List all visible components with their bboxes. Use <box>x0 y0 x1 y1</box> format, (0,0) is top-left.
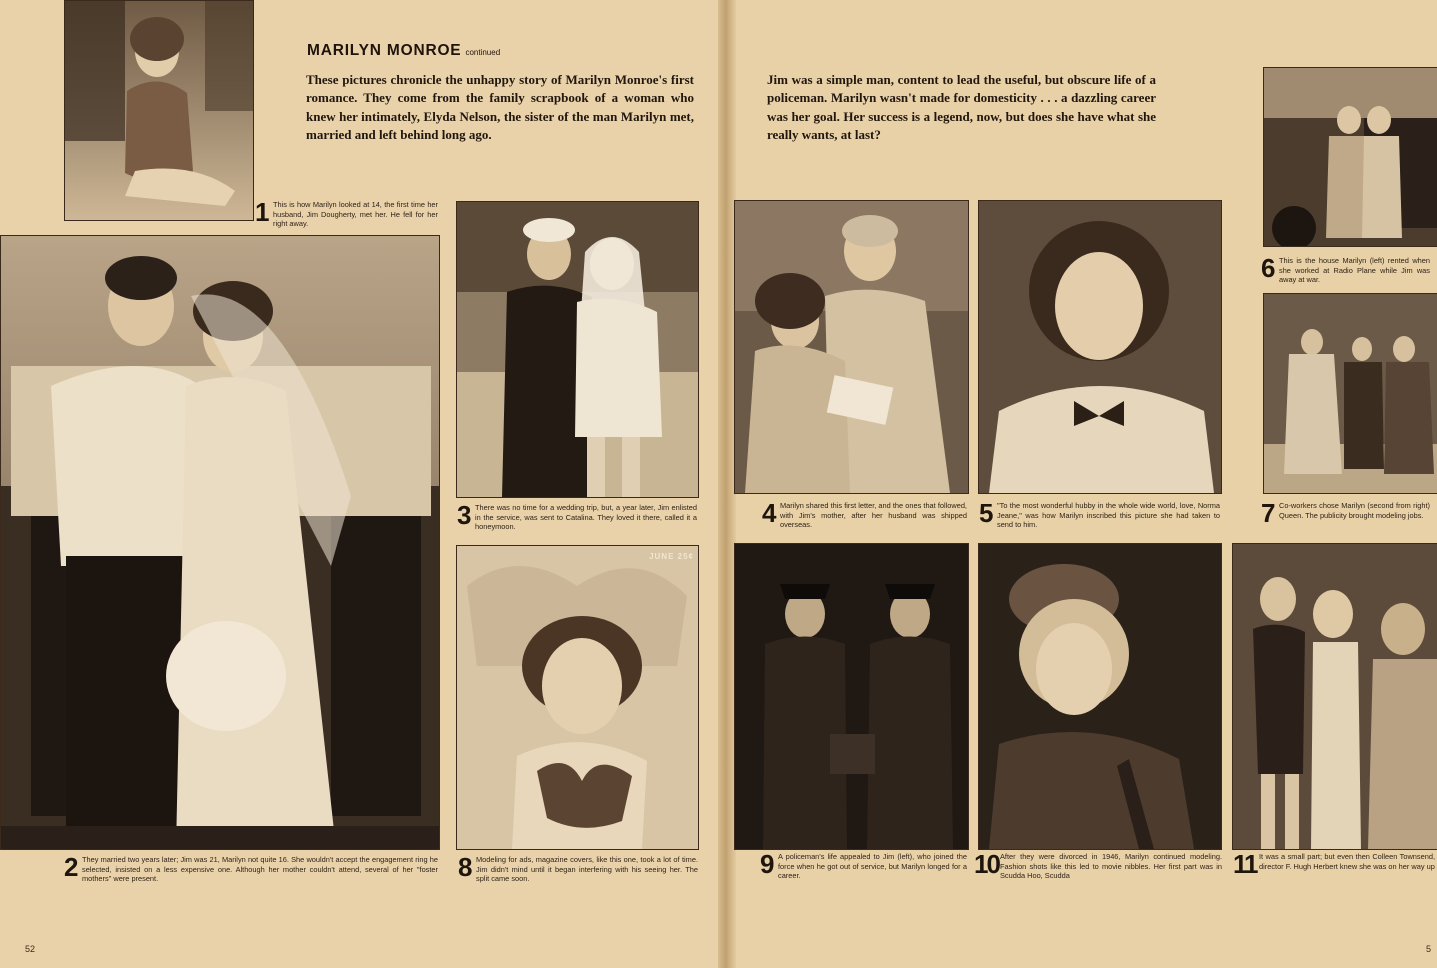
caption-1 <box>255 197 438 229</box>
caption-4 <box>762 498 967 530</box>
page-number-right: 5 <box>1426 944 1432 954</box>
photo-11-small-part <box>1232 543 1437 850</box>
caption-number: 10 <box>974 849 999 879</box>
caption-text: They married two years later; Jim was 21, Marilyn not quite 16. She wouldn't accept the engagement ring he selected, insisted on a less expensive one. Although her mother couldn't attend, several of her "foster mothers" were present. <box>82 855 438 884</box>
caption-text: There was no time for a wedding trip, but, a year later, Jim enlisted in the service, was sent to Catalina. They loved it there, called it a honeymoon. <box>475 503 697 532</box>
photo-2-wedding <box>0 235 440 850</box>
caption-text: It was a small part; but even then Colleen Townsend, director F. Hugh Herbert knew she was on her way up <box>1259 852 1435 871</box>
caption-10 <box>974 849 1222 881</box>
caption-number: 7 <box>1261 498 1274 528</box>
photo-5-portrait-norma-jeane <box>978 200 1222 494</box>
intro-right: Jim was a simple man, content to lead the useful, but obscure life of a policeman. Marilyn wasn't made for domesticity . . . a dazzling career was her goal. Her success is a legend, now, but does she have what she really wants, at last? <box>767 72 1156 143</box>
caption-2 <box>64 852 438 884</box>
caption-number: 3 <box>457 500 470 530</box>
caption-number: 6 <box>1261 253 1274 283</box>
caption-number: 4 <box>762 498 775 528</box>
photo-9-policemen <box>734 543 969 850</box>
photo-3-sailor-couple <box>456 201 699 498</box>
caption-11 <box>1233 849 1435 879</box>
caption-text: Co-workers chose Marilyn (second from right) Queen. The publicity brought modeling jobs. <box>1279 501 1430 520</box>
caption-text: Modeling for ads, magazine covers, like this one, took a lot of time. Jim didn't mind until it began interfering with his seeing her. The split came soon. <box>476 855 698 884</box>
caption-number: 1 <box>255 197 268 227</box>
magazine-cover-price: JUNE 25¢ <box>649 552 694 561</box>
caption-text: This is how Marilyn looked at 14, the first time her husband, Jim Dougherty, met her. He fell for her right away. <box>273 200 438 229</box>
photo-7-coworkers-queen <box>1263 293 1437 494</box>
caption-text: After they were divorced in 1946, Marilyn continued modeling. Fashion shots like this led to movie nibbles. Her first part was in Scudda Hoo, Scudda <box>1000 852 1222 881</box>
photo-4-letter-with-mother <box>734 200 969 494</box>
caption-text: "To the most wonderful hubby in the whole wide world, love, Norma Jeane," was how Marilyn inscribed this picture she had taken to send to him. <box>997 501 1220 530</box>
caption-text: This is the house Marilyn (left) rented when she worked at Radio Plane while Jim was away at war. <box>1279 256 1430 285</box>
caption-text: A policeman's life appealed to Jim (left), who joined the force when he got out of service, but Marilyn longed for a career. <box>778 852 967 881</box>
caption-3 <box>457 500 697 532</box>
caption-number: 5 <box>979 498 992 528</box>
caption-6 <box>1261 253 1430 285</box>
caption-number: 9 <box>760 849 773 879</box>
caption-number: 11 <box>1233 849 1257 879</box>
caption-7 <box>1261 498 1430 528</box>
photo-1-young-marilyn <box>64 0 254 221</box>
caption-number: 8 <box>458 852 471 882</box>
page-number-left: 52 <box>25 944 36 954</box>
caption-5 <box>979 498 1220 530</box>
article-title <box>307 42 500 60</box>
caption-text: Marilyn shared this first letter, and the ones that followed, with Jim's mother, after her husband was shipped overseas. <box>780 501 967 530</box>
caption-8 <box>458 852 698 884</box>
continued-label: continued <box>465 48 501 57</box>
intro-left: These pictures chronicle the unhappy story of Marilyn Monroe's first romance. They come from the family scrapbook of a woman who knew her intimately, Elyda Nelson, the sister of the man Marilyn met, married and left behind long ago. <box>306 72 694 143</box>
photo-8-magazine-cover <box>456 545 699 850</box>
caption-number: 2 <box>64 852 77 882</box>
photo-6-house-radio-plane <box>1263 67 1437 247</box>
caption-9 <box>760 849 967 881</box>
photo-10-modeling-beret <box>978 543 1222 850</box>
title-text: MARILYN MONROE <box>307 42 462 59</box>
